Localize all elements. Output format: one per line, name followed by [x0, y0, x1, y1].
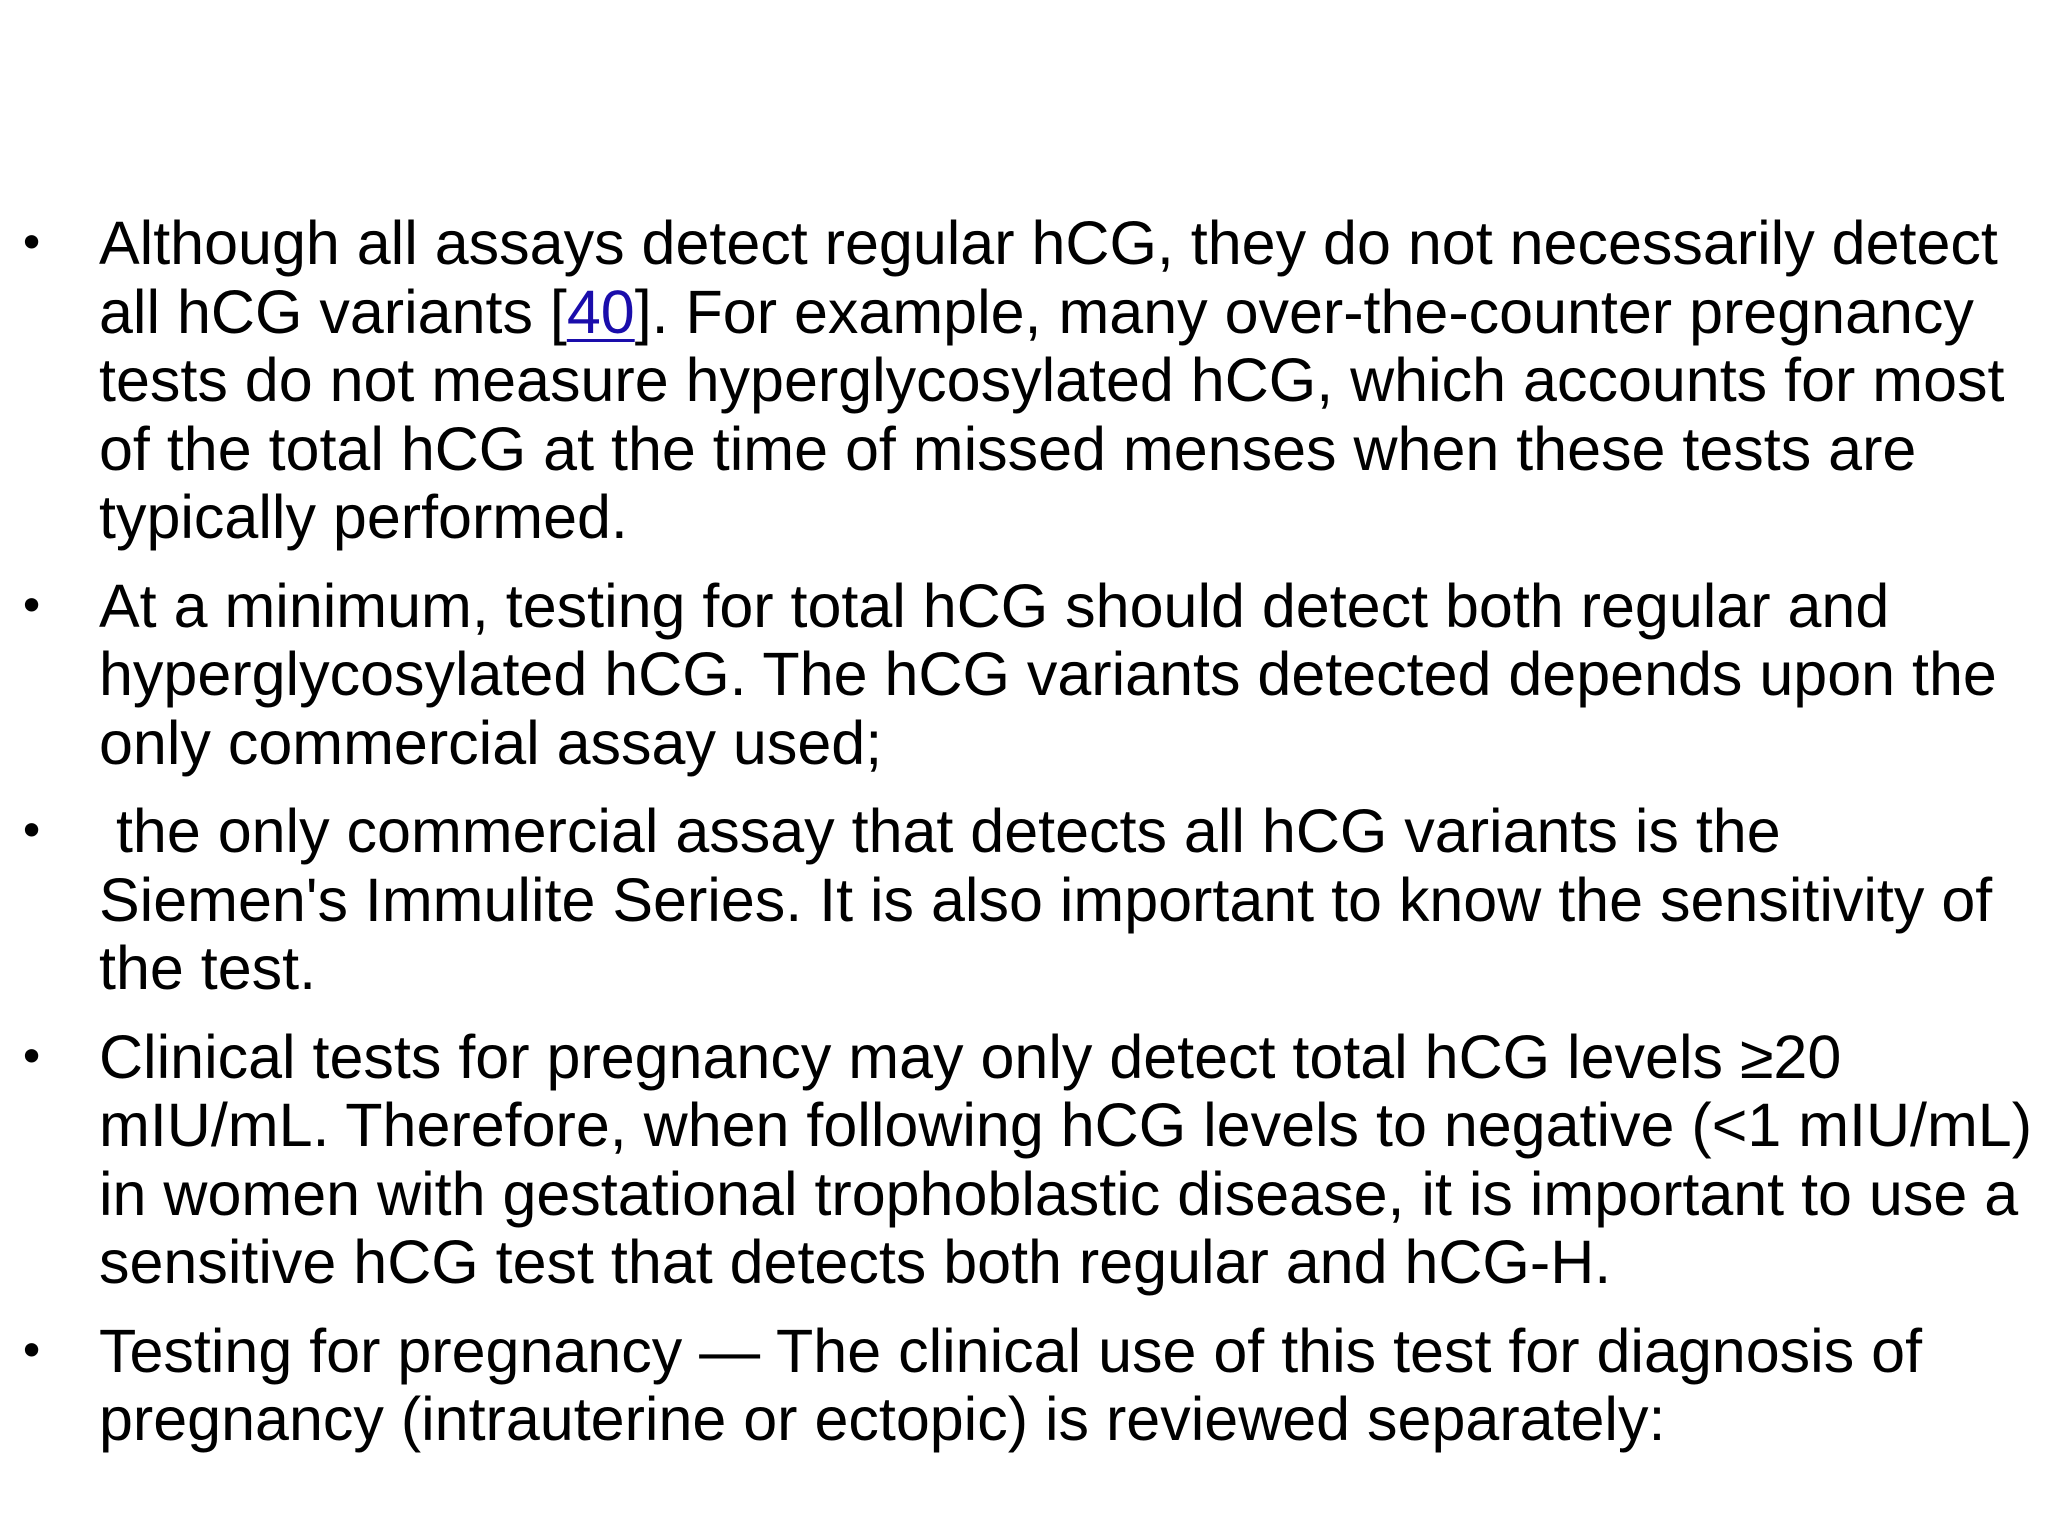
bullet-text: [99, 209, 2004, 551]
bullet-text: Testing for pregnancy — The clinical use of this test for diagnosis of pregnancy (intrauterine or ectopic) is reviewed separately:: [99, 1316, 1923, 1453]
bullet-item: [18, 209, 2038, 552]
bullet-list: [18, 209, 2038, 1474]
bullet-dot-icon: •: [18, 1323, 46, 1378]
bullet-dot-icon: •: [18, 578, 46, 633]
bullet-text: At a minimum, testing for total hCG should detect both regular and hyperglycosylated hCG. The hCG variants detected depends upon the only commercial assay used;: [99, 571, 1997, 777]
reference-link-40[interactable]: 40: [566, 277, 635, 346]
bullet-dot-icon: •: [18, 216, 46, 270]
bullet-item: [18, 572, 2038, 778]
bullet-dot-icon: •: [18, 804, 46, 858]
bullet-text-before: Although all assays detect regular hCG, they do not necessarily detect all hCG variants [: [99, 209, 1998, 346]
bullet-item: [18, 1317, 2038, 1454]
bullet-item: [18, 797, 2038, 1003]
bullet-text: the only commercial assay that detects all hCG variants is the Siemen's Immulite Series. It is also important to know the sensitivity of the test.: [99, 797, 2010, 1002]
bullet-item: [18, 1023, 2038, 1297]
bullet-dot-icon: •: [18, 1029, 46, 1084]
bullet-text-after: ]. For example, many over-the-counter pregnancy tests do not measure hyperglycosylated hCG, which accounts for most of the total hCG at the time of missed menses when these tests are typically performed.: [99, 277, 2005, 551]
bullet-text: Clinical tests for pregnancy may only detect total hCG levels ≥20 mIU/mL. Therefore, when following hCG levels to negative (<1 mIU/mL) in women with gestational trophoblastic disease, it is important to use a sensitive hCG test that detects both regular and hCG-H.: [99, 1022, 2033, 1296]
